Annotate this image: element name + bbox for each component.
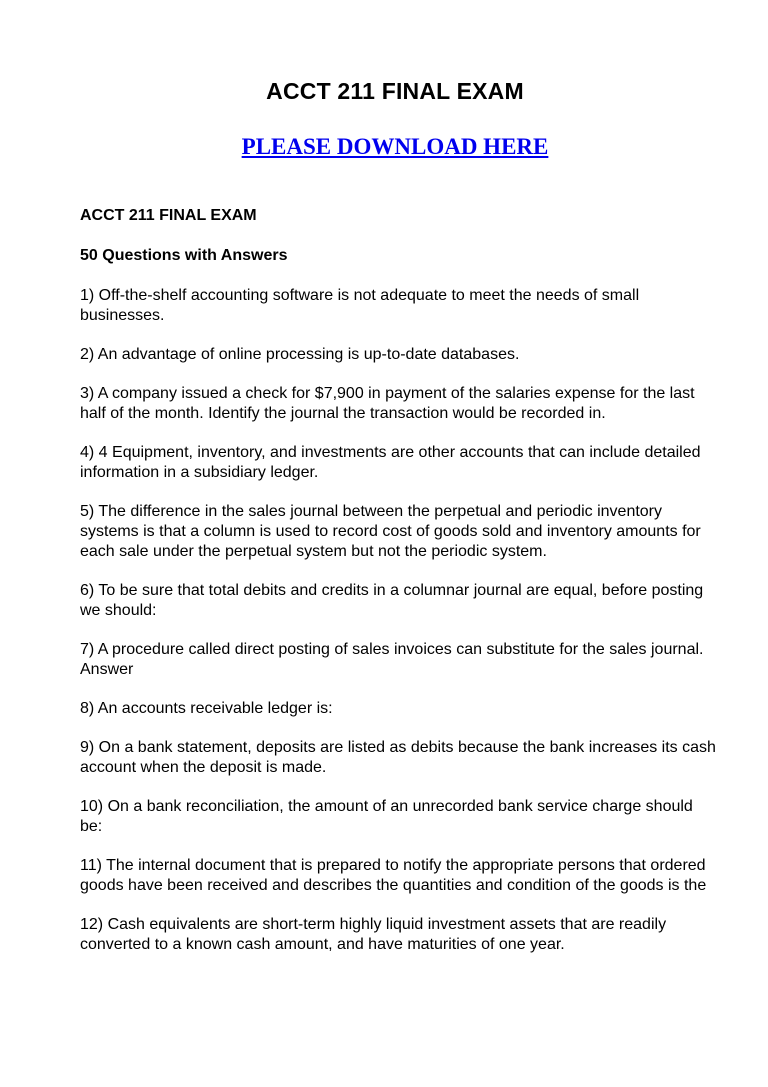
question-11: 11) The internal document that is prepared to notify the appropriate persons that ordered goods have been received and describes the quantities and condition of the goods is the [80,857,707,894]
question-12: 12) Cash equivalents are short-term highly liquid investment assets that are readily converted to a known cash amount, and have maturities of one year. [80,916,667,953]
question-1: 1) Off-the-shelf accounting software is not adequate to meet the needs of small businesses. [80,287,640,324]
document-title: ACCT 211 FINAL EXAM [266,78,524,104]
document-body [80,206,716,974]
question-count: 50 Questions with Answers [80,247,288,264]
question-10: 10) On a bank reconciliation, the amount of an unrecorded bank service charge should be: [80,798,693,835]
question-5: 5) The difference in the sales journal between the perpetual and periodic inventory systems is that a column is used to record cost of goods sold and inventory amounts for each sale under the perpetual system but not the periodic system. [80,503,701,560]
question-7: 7) A procedure called direct posting of sales invoices can substitute for the sales journal. Answer [80,641,704,678]
question-4: 4) 4 Equipment, inventory, and investments are other accounts that can include detailed information in a subsidiary ledger. [80,444,701,481]
question-6: 6) To be sure that total debits and credits in a columnar journal are equal, before posting we should: [80,582,704,619]
question-3: 3) A company issued a check for $7,900 in payment of the salaries expense for the last half of the month. Identify the journal the transaction would be recorded in. [80,385,695,422]
question-8: 8) An accounts receivable ledger is: [80,700,333,717]
question-9: 9) On a bank statement, deposits are listed as debits because the bank increases its cash account when the deposit is made. [80,739,716,776]
section-heading: ACCT 211 FINAL EXAM [80,207,257,224]
download-link[interactable]: PLEASE DOWNLOAD HERE [241,134,549,159]
question-2: 2) An advantage of online processing is up-to-date databases. [80,346,520,363]
